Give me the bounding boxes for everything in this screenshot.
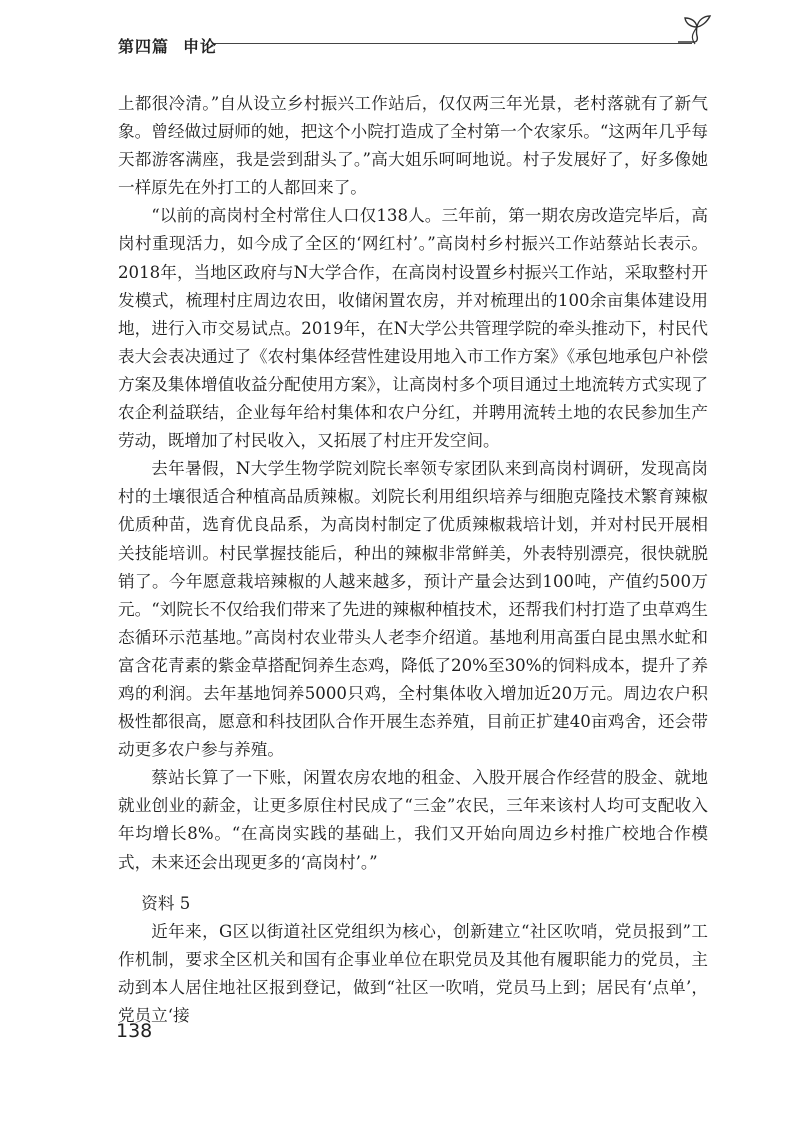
part-label: 第四篇 [118,37,170,56]
page-header [0,0,800,60]
sprout-icon [676,14,716,50]
paragraph: 上都很冷清。”自从设立乡村振兴工作站后，仅仅两三年光景，老村落就有了新气象。曾经做过厨师的她，把这个小院打造成了全村第一个农家乐。“这两年几乎每天都游客满座，我是尝到甜头了。”高大姐乐呵呵地说。村子发展好了，好多像她一样原先在外打工的人都回来了。 [118,94,708,198]
header-rule [214,43,692,44]
paragraph: “以前的高岗村全村常住人口仅138人。三年前，第一期农房改造完毕后，高岗村重现活力，如今成了全区的‘网红村’。”高岗村乡村振兴工作站蔡站长表示。2018年，当地区政府与N大学合作，在高岗村设置乡村振兴工作站，采取整村开发模式，梳理村庄周边农田，收储闲置农房，并对梳理出的100余亩集体建设用地，进行入市交易试点。2019年，在N大学公共管理学院的牵头推动下，村民代表大会表决通过了《农村集体经营性建设用地入市工作方案》《承包地承包户补偿方案及集体增值收益分配使用方案》，让高岗村多个项目通过土地流转方式实现了农企利益联结，企业每年给村集体和农户分红，并聘用流转土地的农民参加生产劳动，既增加了村民收入，又拓展了村庄开发空间。 [118,206,708,451]
section-label: 资料 5 [141,893,191,913]
paragraph: 近年来，G区以街道社区党组织为核心，创新建立“社区吹哨，党员报到”工作机制，要求全区机关和国有企事业单位在职党员及其他有履职能力的党员，主动到本人居住地社区报到登记，做到“社区一吹哨，党员马上到；居民有‘点单’，党员立‘接 [118,921,708,1025]
body-text [118,90,708,1030]
running-head [118,34,217,57]
page-number: 138 [116,1020,153,1042]
paragraph: 蔡站长算了一下账，闲置农房农地的租金、入股开展合作经营的股金、就地就业创业的薪金，让更多原住村民成了“三金”农民，三年来该村人均可支配收入年均增长8%。“在高岗实践的基础上，我们又开始向周边乡村推广校地合作模式，未来还会出现更多的‘高岗村’。” [118,768,708,872]
paragraph: 去年暑假，N大学生物学院刘院长率领专家团队来到高岗村调研，发现高岗村的土壤很适合种植高品质辣椒。刘院长利用组织培养与细胞克隆技术繁育辣椒优质种苗，选育优良品系，为高岗村制定了优质辣椒栽培计划，并对村民开展相关技能培训。村民掌握技能后，种出的辣椒非常鲜美，外表特别漂亮，很快就脱销了。今年愿意栽培辣椒的人越来越多，预计产量会达到100吨，产值约500万元。“刘院长不仅给我们带来了先进的辣椒种植技术，还帮我们村打造了虫草鸡生态循环示范基地。”高岗村农业带头人老李介绍道。基地利用高蛋白昆虫黑水虻和富含花青素的紫金草搭配饲养生态鸡，降低了20%至30%的饲料成本，提升了养鸡的利润。去年基地饲养5000只鸡，全村集体收入增加近20万元。周边农户积极性都很高，愿意和科技团队合作开展生态养殖，目前正扩建40亩鸡舍，还会带动更多农户参与养殖。 [118,459,708,760]
part-title: 申论 [183,37,218,56]
